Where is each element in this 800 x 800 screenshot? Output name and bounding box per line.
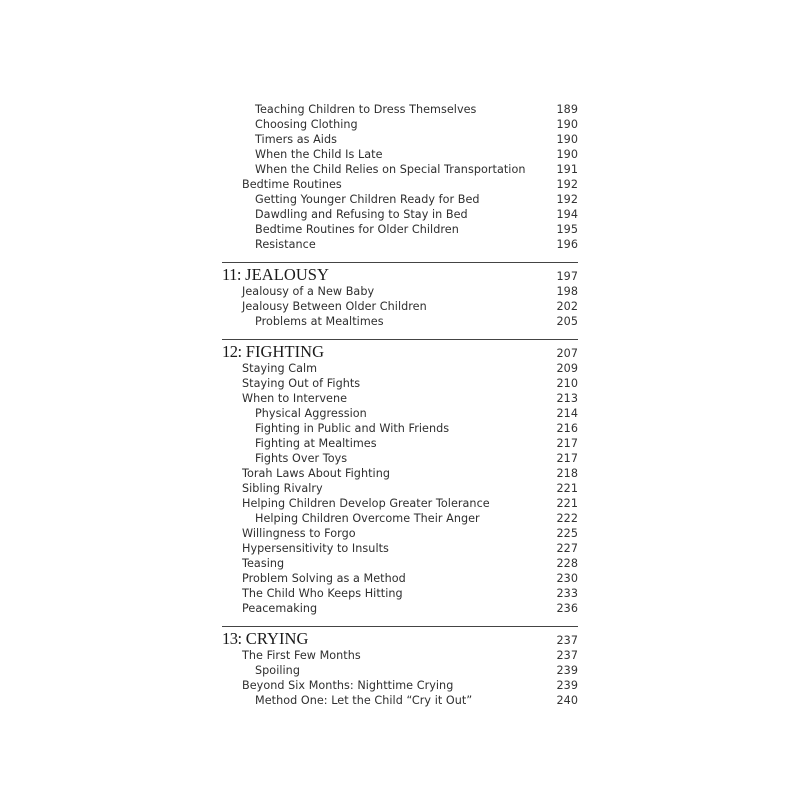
- toc-entry[interactable]: [222, 102, 578, 117]
- toc-entry[interactable]: [222, 222, 578, 237]
- toc-entry-page: 228: [556, 557, 578, 570]
- toc-entry-page: 190: [556, 133, 578, 146]
- toc-entry-page: 221: [556, 482, 578, 495]
- toc-entry-page: 190: [556, 148, 578, 161]
- toc-entry-title: Resistance: [255, 238, 316, 251]
- toc-entry[interactable]: [222, 177, 578, 192]
- toc-entry-title: Getting Younger Children Ready for Bed: [255, 193, 480, 206]
- toc-entry-title: Problems at Mealtimes: [255, 315, 384, 328]
- toc-entry[interactable]: [222, 586, 578, 601]
- toc-entry-title: Hypersensitivity to Insults: [242, 542, 389, 555]
- toc-entry[interactable]: [222, 601, 578, 616]
- chapter-page: 237: [556, 634, 578, 647]
- toc-entry[interactable]: [222, 147, 578, 162]
- toc-entry[interactable]: [222, 406, 578, 421]
- toc-entry-title: Teaching Children to Dress Themselves: [255, 103, 477, 116]
- toc-entry[interactable]: [222, 571, 578, 586]
- toc-entry-page: 196: [556, 238, 578, 251]
- toc-entry-title: Timers as Aids: [255, 133, 337, 146]
- toc-entry-page: 225: [556, 527, 578, 540]
- toc-entry[interactable]: [222, 511, 578, 526]
- toc-entry[interactable]: [222, 192, 578, 207]
- chapter-heading[interactable]: [222, 626, 578, 648]
- toc-entry-page: 221: [556, 497, 578, 510]
- toc-chapter-crying: [222, 626, 578, 708]
- toc-entry[interactable]: [222, 451, 578, 466]
- toc-entry-page: 210: [556, 377, 578, 390]
- toc-entry-title: Choosing Clothing: [255, 118, 358, 131]
- chapter-name: CRYING: [245, 629, 309, 648]
- toc-entry[interactable]: [222, 648, 578, 663]
- toc-entry[interactable]: [222, 678, 578, 693]
- toc-entry-title: Fighting at Mealtimes: [255, 437, 377, 450]
- toc-entry[interactable]: [222, 496, 578, 511]
- toc-entry-title: Staying Calm: [242, 362, 318, 375]
- toc-entry-page: 191: [556, 163, 578, 176]
- toc-entry-page: 205: [556, 315, 578, 328]
- chapter-title: [222, 342, 324, 361]
- toc-entry-title: Torah Laws About Fighting: [242, 467, 390, 480]
- toc-entry-title: Teasing: [242, 557, 285, 570]
- toc-entry[interactable]: [222, 693, 578, 708]
- chapter-heading[interactable]: [222, 339, 578, 361]
- toc-entry-title: Bedtime Routines for Older Children: [255, 223, 459, 236]
- toc-entry[interactable]: [222, 284, 578, 299]
- toc-chapter-fighting: [222, 339, 578, 616]
- chapter-name: JEALOUSY: [245, 265, 329, 284]
- toc-entry-page: 216: [556, 422, 578, 435]
- chapter-page: 207: [556, 347, 578, 360]
- chapter-heading[interactable]: [222, 262, 578, 284]
- toc-entry[interactable]: [222, 207, 578, 222]
- chapter-page: 197: [556, 270, 578, 283]
- toc-entry-title: Peacemaking: [242, 602, 318, 615]
- toc-entry[interactable]: [222, 663, 578, 678]
- toc-entry-title: Beyond Six Months: Nighttime Crying: [242, 679, 454, 692]
- toc-entry-page: 230: [556, 572, 578, 585]
- toc-entry-title: Bedtime Routines: [242, 178, 342, 191]
- toc-entry-title: Willingness to Forgo: [242, 527, 356, 540]
- toc-entry-page: 194: [556, 208, 578, 221]
- toc-entry[interactable]: [222, 299, 578, 314]
- toc-entry[interactable]: [222, 526, 578, 541]
- toc-entry-title: Fights Over Toys: [255, 452, 348, 465]
- toc-entry[interactable]: [222, 556, 578, 571]
- toc-entry-page: 190: [556, 118, 578, 131]
- toc-entry-title: The First Few Months: [242, 649, 361, 662]
- toc-entry-page: 237: [556, 649, 578, 662]
- toc-entry-page: 189: [556, 103, 578, 116]
- toc-entry-title: Helping Children Develop Greater Tolerance: [242, 497, 490, 510]
- toc-entry-page: 217: [556, 437, 578, 450]
- toc-entry-title: Problem Solving as a Method: [242, 572, 406, 585]
- table-of-contents: [222, 102, 578, 708]
- toc-entry-title: Jealousy Between Older Children: [242, 300, 427, 313]
- toc-entry-page: 192: [556, 193, 578, 206]
- chapter-number: 13:: [222, 629, 242, 648]
- toc-entry[interactable]: [222, 421, 578, 436]
- toc-entry[interactable]: [222, 314, 578, 329]
- toc-continued-section: [222, 102, 578, 252]
- chapter-title: [222, 265, 329, 284]
- toc-entry-page: 202: [556, 300, 578, 313]
- toc-entry[interactable]: [222, 541, 578, 556]
- toc-entry-page: 198: [556, 285, 578, 298]
- toc-entry-title: Jealousy of a New Baby: [242, 285, 375, 298]
- toc-entry-title: When the Child Relies on Special Transportation: [255, 163, 526, 176]
- toc-entry-title: When to Intervene: [242, 392, 348, 405]
- toc-entry[interactable]: [222, 361, 578, 376]
- toc-entry-title: When the Child Is Late: [255, 148, 383, 161]
- toc-entry[interactable]: [222, 391, 578, 406]
- toc-entry-title: Method One: Let the Child “Cry it Out”: [255, 694, 473, 707]
- toc-entry-page: 222: [556, 512, 578, 525]
- toc-entry[interactable]: [222, 466, 578, 481]
- toc-entry[interactable]: [222, 436, 578, 451]
- toc-entry-page: 218: [556, 467, 578, 480]
- toc-entry-title: Sibling Rivalry: [242, 482, 323, 495]
- toc-entry[interactable]: [222, 481, 578, 496]
- toc-entry[interactable]: [222, 376, 578, 391]
- toc-entry-title: Spoiling: [255, 664, 300, 677]
- toc-entry[interactable]: [222, 162, 578, 177]
- chapter-number: 11:: [222, 265, 241, 284]
- toc-entry-page: 233: [556, 587, 578, 600]
- toc-entry-page: 214: [556, 407, 578, 420]
- toc-entry-page: 195: [556, 223, 578, 236]
- toc-chapter-jealousy: [222, 262, 578, 329]
- toc-entry-page: 217: [556, 452, 578, 465]
- toc-entry-page: 236: [556, 602, 578, 615]
- toc-entry-page: 239: [556, 664, 578, 677]
- toc-entry-title: Staying Out of Fights: [242, 377, 361, 390]
- toc-entry-page: 192: [556, 178, 578, 191]
- chapter-number: 12:: [222, 342, 242, 361]
- toc-entry-title: Fighting in Public and With Friends: [255, 422, 450, 435]
- chapter-name: FIGHTING: [245, 342, 325, 361]
- toc-entry[interactable]: [222, 117, 578, 132]
- toc-entry-page: 239: [556, 679, 578, 692]
- toc-entry-title: The Child Who Keeps Hitting: [242, 587, 403, 600]
- toc-entry-title: Helping Children Overcome Their Anger: [255, 512, 480, 525]
- toc-entry[interactable]: [222, 237, 578, 252]
- toc-entry-page: 240: [556, 694, 578, 707]
- toc-entry-page: 209: [556, 362, 578, 375]
- toc-entry-title: Physical Aggression: [255, 407, 367, 420]
- toc-entry-page: 227: [556, 542, 578, 555]
- chapter-title: [222, 629, 308, 648]
- toc-entry-page: 213: [556, 392, 578, 405]
- toc-entry-title: Dawdling and Refusing to Stay in Bed: [255, 208, 468, 221]
- toc-entry[interactable]: [222, 132, 578, 147]
